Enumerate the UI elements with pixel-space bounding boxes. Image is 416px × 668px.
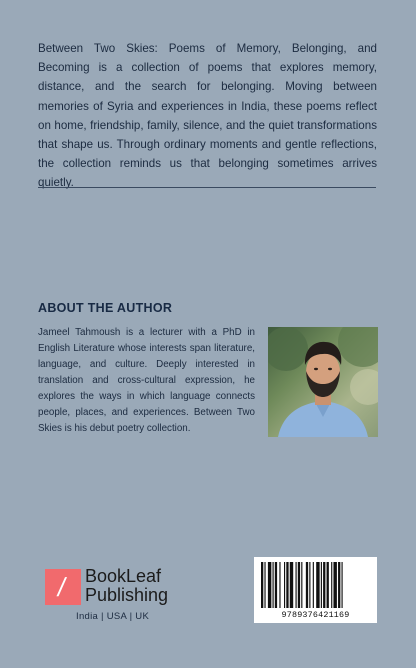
barcode-bar [290, 562, 293, 608]
barcode-bar [342, 562, 343, 608]
barcode-bar [268, 562, 271, 608]
publisher-regions: India | USA | UK [76, 611, 150, 622]
barcode-bar [286, 562, 288, 608]
publisher-name-line2: Publishing [85, 585, 169, 605]
barcode-bar [301, 562, 302, 608]
barcode-bar [309, 562, 310, 608]
barcode-bar [316, 562, 319, 608]
publisher-name-line1: BookLeaf [85, 566, 162, 586]
barcode-bar [275, 562, 277, 608]
barcode-bar [321, 562, 322, 608]
barcode-bar [261, 562, 263, 608]
author-bio: Jameel Tahmoush is a lecturer with a PhD in English Literature whose interests span literature, language, and culture. Deeply interested in translation and cross-cultural expression, he explores the ways in which language connects people, places, and experiences. Between Two Skies is his debut poetry collection. [38, 327, 255, 434]
barcode-bar [273, 562, 274, 608]
barcode-icon [261, 562, 370, 608]
barcode-bar [313, 562, 314, 608]
barcode-bar [331, 562, 332, 608]
isbn-barcode [254, 557, 377, 623]
barcode-bar [306, 562, 308, 608]
barcode-bar [333, 562, 336, 608]
barcode-bar [338, 562, 340, 608]
logo-slash: / [55, 572, 68, 602]
publisher-name [85, 567, 168, 605]
barcode-bar [279, 562, 280, 608]
about-author-heading: ABOUT THE AUTHOR [38, 301, 173, 315]
author-portrait-icon [268, 327, 378, 437]
blurb-text: Between Two Skies: Poems of Memory, Belonging, and Becoming is a collection of poems that explores memory, distance, and the search for belonging. Moving between memories of Syria and experiences in India, these poems reflect on home, friendship, family, silence, and the quiet transformations that shape us. Through ordinary moments and gentle reflections, the collection reminds us that belonging sometimes arrives quietly. [38, 42, 377, 190]
publisher-mark-icon [45, 569, 81, 605]
barcode-bar [284, 562, 285, 608]
isbn-number: 9789376421169 [281, 610, 350, 620]
author-photo [268, 327, 378, 437]
divider-line [38, 187, 376, 188]
book-blurb [38, 39, 377, 193]
barcode-bar [296, 562, 297, 608]
barcode-bar [327, 562, 329, 608]
barcode-bar [298, 562, 300, 608]
barcode-bar [323, 562, 325, 608]
barcode-bar [264, 562, 265, 608]
